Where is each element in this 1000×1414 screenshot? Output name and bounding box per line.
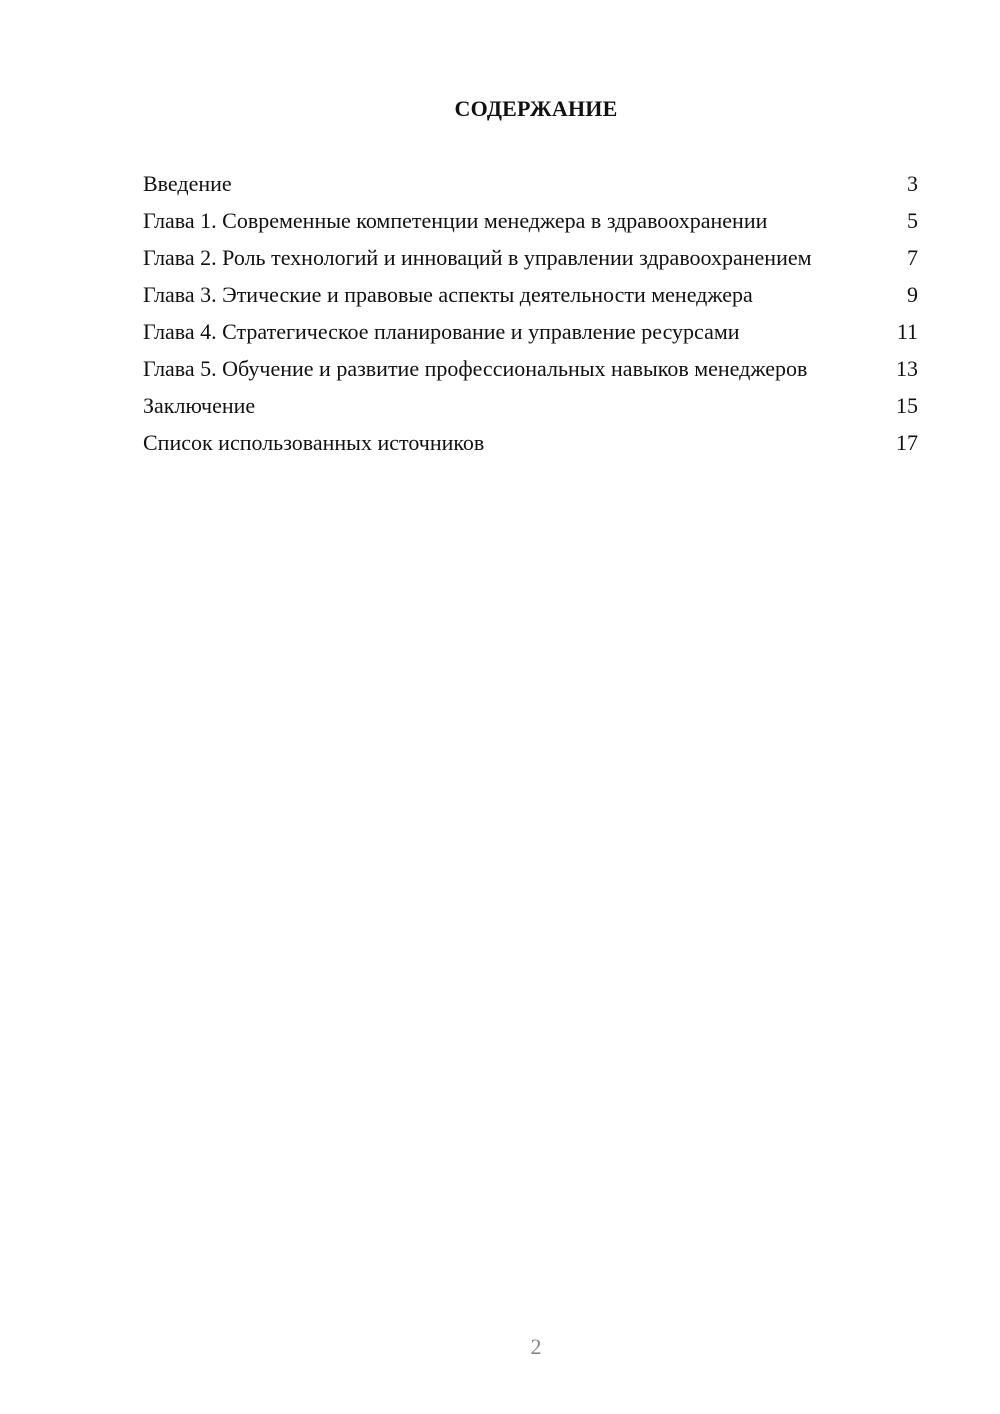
toc-entry-page-number: 15 <box>896 393 918 418</box>
toc-entry-title: Глава 3. Этические и правовые аспекты деятельности менеджера <box>143 282 753 307</box>
toc-entry-page-number: 17 <box>896 430 918 455</box>
toc-entry-title: Список использованных источников <box>143 430 485 455</box>
toc-entry-page-number: 9 <box>907 282 918 307</box>
toc-entry-title: Глава 1. Современные компетенции менеджера в здравоохранении <box>143 208 768 233</box>
toc-entry-title: Введение <box>143 171 232 196</box>
toc-entry-page-number: 7 <box>907 245 918 270</box>
page-title: СОДЕРЖАНИЕ <box>454 96 618 121</box>
toc-entry-chapter-4[interactable] <box>143 318 918 345</box>
toc-entry-chapter-1[interactable] <box>143 207 918 234</box>
toc-entry-sources[interactable] <box>143 429 918 456</box>
toc-entry-page-number: 11 <box>896 319 918 344</box>
toc-entry-page-number: 13 <box>896 356 918 381</box>
table-of-contents <box>143 170 918 466</box>
toc-entry-title: Заключение <box>143 393 256 418</box>
toc-entry-chapter-2[interactable] <box>143 244 918 271</box>
toc-entry-chapter-5[interactable] <box>143 355 918 382</box>
toc-entry-introduction[interactable] <box>143 170 918 197</box>
toc-entry-title: Глава 2. Роль технологий и инноваций в управлении здравоохранением <box>143 245 812 270</box>
page-number-footer: 2 <box>530 1334 542 1359</box>
toc-entry-title: Глава 5. Обучение и развитие профессиональных навыков менеджеров <box>143 356 808 381</box>
toc-entry-chapter-3[interactable] <box>143 281 918 308</box>
toc-entry-conclusion[interactable] <box>143 392 918 419</box>
toc-entry-title: Глава 4. Стратегическое планирование и управление ресурсами <box>143 319 740 344</box>
toc-entry-page-number: 3 <box>907 171 918 196</box>
toc-entry-page-number: 5 <box>907 208 918 233</box>
